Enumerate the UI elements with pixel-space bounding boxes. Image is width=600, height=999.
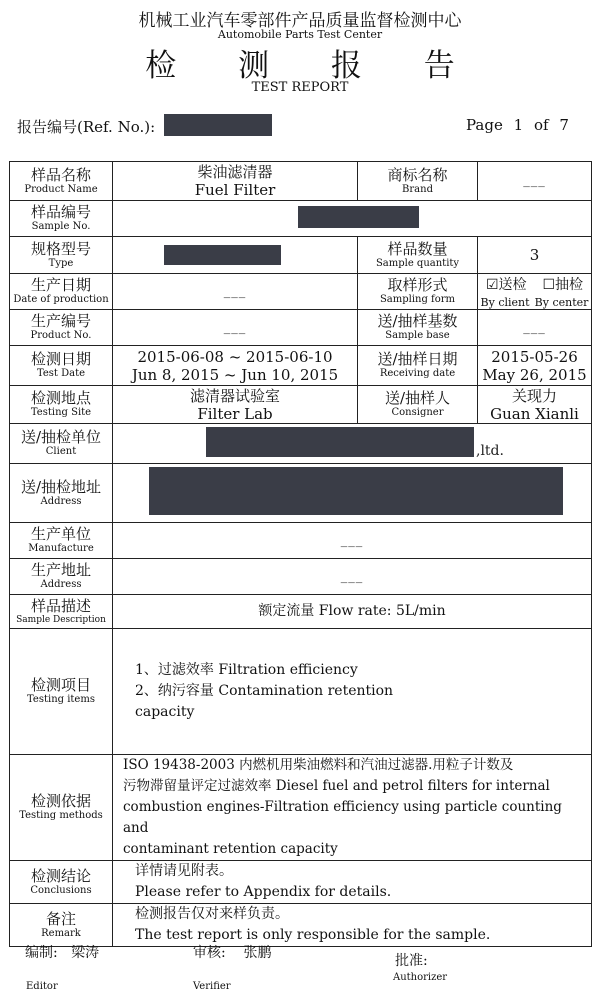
- row-manufacture-address: [10, 559, 592, 595]
- row-conclusions: [10, 861, 592, 904]
- value-testing-methods: ISO 19438-2003 内燃机用柴油燃料和汽油过滤器.用粒子计数及 污物滞留量评定过滤效率 Diesel fuel and petrol filters for internal combustion engines-Filtration efficiency using particle counting and contaminant retention capacity: [113, 755, 592, 861]
- label-remark: 备注 Remark: [10, 904, 113, 947]
- label-test-date: 检测日期 Test Date: [10, 346, 113, 386]
- label-conclusions: 检测结论 Conclusions: [10, 861, 113, 904]
- value-testing-items: [113, 629, 592, 755]
- row-test-date: [10, 346, 592, 386]
- value-sample-no: [113, 201, 592, 237]
- verifier-name: 张鹏: [243, 945, 272, 961]
- report-title-cn: 检 测 报 告: [145, 48, 481, 84]
- label-address: 送/抽检地址 Address: [10, 464, 113, 523]
- ref-no-label: 报告编号(Ref. No.):: [17, 118, 156, 136]
- row-sample-description: [10, 595, 592, 629]
- value-sample-base: ___: [478, 310, 592, 346]
- org-name-en: Automobile Parts Test Center: [217, 28, 383, 41]
- authorizer-label-en: Authorizer: [393, 972, 448, 983]
- redaction-client: [206, 427, 474, 457]
- label-testing-items: 检测项目 Testing items: [10, 629, 113, 755]
- report-title-en: TEST REPORT: [251, 80, 349, 95]
- row-manufacture: [10, 523, 592, 559]
- page-current: 1: [513, 116, 524, 134]
- editor-label-en: Editor: [26, 981, 58, 992]
- label-date-of-production: 生产日期 Date of production: [10, 274, 113, 310]
- by-center-label: By center: [534, 296, 589, 309]
- label-consigner: 送/抽样人 Consigner: [358, 386, 478, 424]
- value-sample-description: 额定流量 Flow rate: 5L/min: [113, 595, 592, 629]
- label-manufacture: 生产单位 Manufacture: [10, 523, 113, 559]
- row-date-of-production: [10, 274, 592, 310]
- checkbox-by-client: ☑送检: [485, 277, 527, 293]
- page-indicator: [466, 116, 569, 134]
- value-consigner: 关现力 Guan Xianli: [478, 386, 592, 424]
- page-of: of: [533, 116, 549, 134]
- value-product-no: ___: [113, 310, 358, 346]
- value-brand: ___: [478, 162, 592, 201]
- label-sample-description: 样品描述 Sample Description: [10, 595, 113, 629]
- by-client-label: By client: [480, 296, 530, 309]
- testing-item-2-cont: capacity: [135, 704, 195, 720]
- row-testing-site: [10, 386, 592, 424]
- label-sample-base: 送/抽样基数 Sample base: [358, 310, 478, 346]
- verifier-label-en: Verifier: [193, 981, 231, 992]
- value-sample-quantity: 3: [478, 237, 592, 274]
- label-type: 规格型号 Type: [10, 237, 113, 274]
- row-product-name: [10, 162, 592, 201]
- value-remark: 检测报告仅对来样负责。 The test report is only responsible for the sample.: [113, 904, 592, 947]
- value-manufacture-address: ___: [113, 559, 592, 595]
- value-test-date: 2015-06-08 ~ 2015-06-10 Jun 8, 2015 ~ Jun 10, 2015: [113, 346, 358, 386]
- redaction-address: [149, 467, 563, 515]
- label-testing-site: 检测地点 Testing Site: [10, 386, 113, 424]
- checkbox-by-center: ☐抽检: [542, 277, 584, 293]
- label-product-name: 样品名称 Product Name: [10, 162, 113, 201]
- testing-item-2: 2、纳污容量 Contamination retention: [135, 683, 394, 699]
- value-sampling-form: [478, 274, 592, 310]
- value-address: [113, 464, 592, 523]
- row-testing-methods: [10, 755, 592, 861]
- row-address: [10, 464, 592, 523]
- authorizer-label: 批准:: [395, 953, 428, 969]
- label-manufacture-address: 生产地址 Address: [10, 559, 113, 595]
- value-testing-site: 滤清器试验室 Filter Lab: [113, 386, 358, 424]
- value-conclusions: 详情请见附表。 Please refer to Appendix for details.: [113, 861, 592, 904]
- org-name-cn: 机械工业汽车零部件产品质量监督检测中心: [138, 11, 462, 31]
- editor-name: 梁涛: [71, 945, 100, 961]
- report-table: [9, 161, 592, 947]
- redaction-type: [164, 245, 281, 265]
- row-client: [10, 424, 592, 464]
- label-testing-methods: 检测依据 Testing methods: [10, 755, 113, 861]
- value-client: [113, 424, 592, 464]
- page-total: 7: [559, 116, 569, 134]
- value-manufacture: ___: [113, 523, 592, 559]
- value-receiving-date: 2015-05-26 May 26, 2015: [478, 346, 592, 386]
- row-type: [10, 237, 592, 274]
- label-receiving-date: 送/抽样日期 Receiving date: [358, 346, 478, 386]
- value-product-name: 柴油滤清器 Fuel Filter: [113, 162, 358, 201]
- client-fragment: ,ltd.: [476, 443, 504, 459]
- testing-item-1: 1、过滤效率 Filtration efficiency: [135, 662, 358, 678]
- row-testing-items: [10, 629, 592, 755]
- label-sample-quantity: 样品数量 Sample quantity: [358, 237, 478, 274]
- value-date-of-production: ___: [113, 274, 358, 310]
- row-remark: [10, 904, 592, 947]
- redaction-ref-no: [164, 114, 272, 136]
- row-product-no: [10, 310, 592, 346]
- label-product-no: 生产编号 Product No.: [10, 310, 113, 346]
- label-sample-no: 样品编号 Sample No.: [10, 201, 113, 237]
- verifier-signature: 审核: 张鹏: [193, 945, 272, 961]
- label-client: 送/抽检单位 Client: [10, 424, 113, 464]
- value-type: [113, 237, 358, 274]
- label-brand: 商标名称 Brand: [358, 162, 478, 201]
- editor-signature: 编制: 梁涛: [25, 945, 100, 961]
- label-sampling-form: 取样形式 Sampling form: [358, 274, 478, 310]
- row-sample-no: [10, 201, 592, 237]
- redaction-sample-no: [298, 206, 419, 228]
- page-word: Page: [466, 116, 503, 134]
